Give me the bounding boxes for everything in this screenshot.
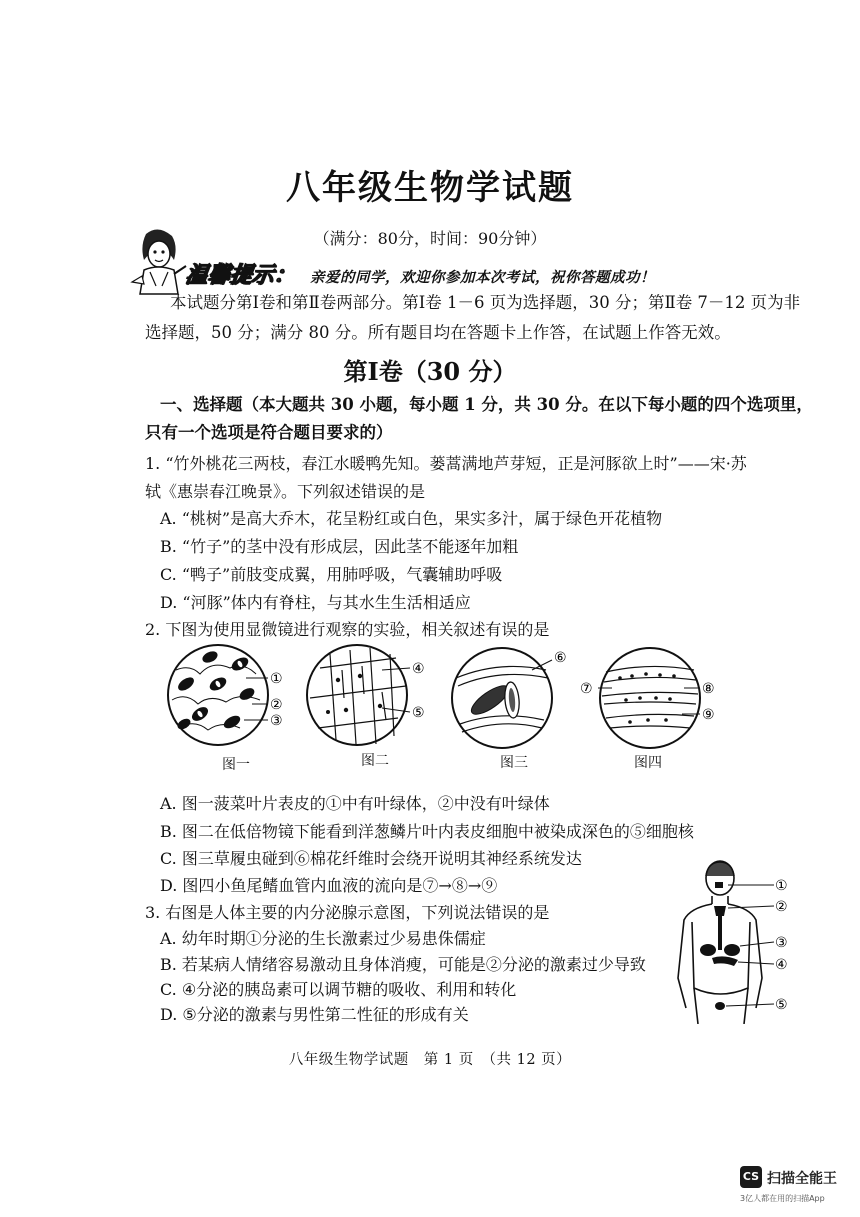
q2-option-c: C. 图三草履虫碰到⑥棉花纤维时会绕开说明其神经系统发达 [160,849,582,868]
marker-3: ③ [270,713,283,729]
exam-info: （满分：80分，时间：90分钟） [313,229,547,248]
figure-3-paramecium [452,648,567,748]
figure-4-caption: 图四 [634,755,662,771]
endocrine-body-figure [668,858,798,1024]
section-instruction-2: 只有一个选项是符合题目要求的） [145,423,393,442]
figure-2-onion-cells [307,645,425,745]
marker-6: ⑥ [554,650,567,666]
watermark-app-name: 扫描全能王 [767,1171,837,1187]
q3-option-c: C. ④分泌的胰岛素可以调节糖的吸收、利用和转化 [160,980,517,999]
q3-option-b: B. 若某病人情绪容易激动且身体消瘦，可能是②分泌的激素过少导致 [160,955,646,974]
marker-9: ⑨ [702,707,715,723]
marker-4: ④ [412,661,425,677]
body-marker-4: ④ [775,957,788,973]
tip-row [183,258,656,288]
page-footer: 八年级生物学试题 第 1 页 （共 12 页） [288,1052,572,1068]
figure-1-leaf-epidermis [168,645,283,745]
body-marker-2: ② [775,899,788,915]
marker-1: ① [270,671,283,687]
figure-2-caption: 图二 [361,753,389,769]
marker-5: ⑤ [412,705,425,721]
q3-stem: 3. 右图是人体主要的内分泌腺示意图，下列说法错误的是 [145,903,550,922]
marker-8: ⑧ [702,681,715,697]
figure-4-fish-tail-vessels [580,648,715,748]
q2-option-d: D. 图四小鱼尾鳍血管内血液的流向是⑦→⑧→⑨ [160,876,498,895]
q1-stem-line-2: 轼《惠崇春江晚景》。下列叙述错误的是 [145,482,426,501]
figure-3-caption: 图三 [500,755,528,771]
q2-option-b: B. 图二在低倍物镜下能看到洋葱鳞片叶内表皮细胞中被染成深色的⑤细胞核 [160,822,694,841]
q1-option-c: C. “鸭子”前肢变成翼，用肺呼吸，气囊辅助呼吸 [160,565,503,584]
camscanner-logo-icon: CS [740,1166,762,1188]
q1-stem-line-1: 1. “竹外桃花三两枝，春江水暖鸭先知。蒌蒿满地芦芽短，正是河豚欲上时”——宋·苏 [145,454,747,473]
section-instruction-1: 一、选择题（本大题共 30 小题，每小题 1 分，共 30 分。在以下每小题的四个选项里， [160,395,813,414]
q3-option-d: D. ⑤分泌的激素与男性第二性征的形成有关 [160,1005,469,1024]
q3-option-a: A. 幼年时期①分泌的生长激素过少易患侏儒症 [160,929,486,948]
body-marker-5: ⑤ [775,997,788,1013]
marker-2: ② [270,697,283,713]
body-marker-3: ③ [775,935,788,951]
q1-option-d: D. “河豚”体内有脊柱，与其水生生活相适应 [160,593,471,612]
section-title: 第Ⅰ卷（30 分） [343,357,517,386]
tip-label: 温馨提示： [183,262,298,288]
q2-stem: 2. 下图为使用显微镜进行观察的实验，相关叙述有误的是 [145,620,550,639]
watermark-tagline: 3亿人都在用的扫描App [740,1194,825,1203]
body-marker-1: ① [775,878,788,894]
q2-option-a: A. 图一菠菜叶片表皮的①中有叶绿体，②中没有叶绿体 [160,794,550,813]
tip-message: 亲爱的同学，欢迎你参加本次考试，祝你答题成功！ [310,269,656,286]
intro-line-1: 本试题分第Ⅰ卷和第Ⅱ卷两部分。第Ⅰ卷 1－6 页为选择题，30 分；第Ⅱ卷 7－12 页为非 [170,293,801,312]
q1-option-b: B. “竹子”的茎中没有形成层，因此茎不能逐年加粗 [160,537,519,556]
teacher-cartoon-icon [128,226,188,296]
page-title: 八年级生物学试题 [286,168,574,208]
figure-1-caption: 图一 [222,757,250,773]
q1-option-a: A. “桃树”是高大乔木，花呈粉红或白色，果实多汁，属于绿色开花植物 [160,509,663,528]
intro-line-2: 选择题，50 分；满分 80 分。所有题目均在答题卡上作答，在试题上作答无效。 [145,323,731,342]
marker-7: ⑦ [580,681,593,697]
